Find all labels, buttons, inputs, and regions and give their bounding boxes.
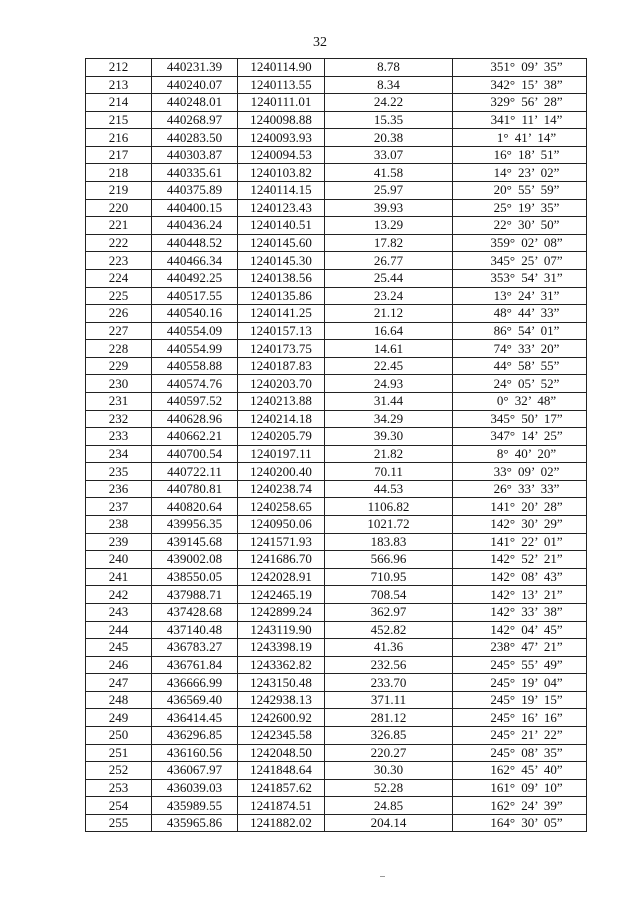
point-number-cell: 221 — [86, 217, 152, 235]
coordinates-table-body — [86, 59, 587, 832]
table-row — [86, 639, 587, 657]
y-coordinate-cell: 1242899.24 — [238, 603, 325, 621]
bearing-cell: 13° 24’ 31” — [453, 287, 587, 305]
x-coordinate-cell: 436296.85 — [152, 726, 238, 744]
point-number-cell: 243 — [86, 603, 152, 621]
length-cell: 233.70 — [325, 674, 453, 692]
length-cell: 8.78 — [325, 59, 453, 77]
y-coordinate-cell: 1240205.79 — [238, 428, 325, 446]
y-coordinate-cell: 1240187.83 — [238, 357, 325, 375]
point-number-cell: 222 — [86, 234, 152, 252]
y-coordinate-cell: 1240113.55 — [238, 76, 325, 94]
bearing-cell: 245° 08’ 35” — [453, 744, 587, 762]
y-coordinate-cell: 1241686.70 — [238, 551, 325, 569]
y-coordinate-cell: 1242028.91 — [238, 568, 325, 586]
table-row — [86, 656, 587, 674]
length-cell: 204.14 — [325, 814, 453, 832]
point-number-cell: 238 — [86, 516, 152, 534]
table-row — [86, 76, 587, 94]
point-number-cell: 248 — [86, 691, 152, 709]
x-coordinate-cell: 440662.21 — [152, 428, 238, 446]
y-coordinate-cell: 1241857.62 — [238, 779, 325, 797]
point-number-cell: 251 — [86, 744, 152, 762]
y-coordinate-cell: 1240214.18 — [238, 410, 325, 428]
y-coordinate-cell: 1242938.13 — [238, 691, 325, 709]
y-coordinate-cell: 1240145.60 — [238, 234, 325, 252]
bearing-cell: 329° 56’ 28” — [453, 94, 587, 112]
y-coordinate-cell: 1242345.58 — [238, 726, 325, 744]
point-number-cell: 228 — [86, 340, 152, 358]
y-coordinate-cell: 1240094.53 — [238, 146, 325, 164]
bearing-cell: 142° 04’ 45” — [453, 621, 587, 639]
bearing-cell: 142° 08’ 43” — [453, 568, 587, 586]
table-row — [86, 392, 587, 410]
point-number-cell: 241 — [86, 568, 152, 586]
bearing-cell: 8° 40’ 20” — [453, 445, 587, 463]
x-coordinate-cell: 436783.27 — [152, 639, 238, 657]
page-number: 32 — [313, 35, 327, 50]
bearing-cell: 33° 09’ 02” — [453, 463, 587, 481]
length-cell: 52.28 — [325, 779, 453, 797]
point-number-cell: 216 — [86, 129, 152, 147]
table-row — [86, 691, 587, 709]
length-cell: 30.30 — [325, 762, 453, 780]
x-coordinate-cell: 435965.86 — [152, 814, 238, 832]
y-coordinate-cell: 1240138.56 — [238, 269, 325, 287]
point-number-cell: 247 — [86, 674, 152, 692]
y-coordinate-cell: 1240093.93 — [238, 129, 325, 147]
length-cell: 281.12 — [325, 709, 453, 727]
table-row — [86, 375, 587, 393]
table-row — [86, 498, 587, 516]
x-coordinate-cell: 440597.52 — [152, 392, 238, 410]
y-coordinate-cell: 1240258.65 — [238, 498, 325, 516]
point-number-cell: 229 — [86, 357, 152, 375]
point-number-cell: 239 — [86, 533, 152, 551]
bearing-cell: 347° 14’ 25” — [453, 428, 587, 446]
y-coordinate-cell: 1242600.92 — [238, 709, 325, 727]
length-cell: 21.12 — [325, 305, 453, 323]
x-coordinate-cell: 440722.11 — [152, 463, 238, 481]
table-row — [86, 111, 587, 129]
x-coordinate-cell: 440780.81 — [152, 480, 238, 498]
x-coordinate-cell: 440335.61 — [152, 164, 238, 182]
x-coordinate-cell: 440540.16 — [152, 305, 238, 323]
scan-mark — [380, 876, 385, 877]
table-row — [86, 779, 587, 797]
bearing-cell: 345° 25’ 07” — [453, 252, 587, 270]
length-cell: 710.95 — [325, 568, 453, 586]
x-coordinate-cell: 440436.24 — [152, 217, 238, 235]
table-row — [86, 94, 587, 112]
table-row — [86, 797, 587, 815]
table-row — [86, 410, 587, 428]
x-coordinate-cell: 437428.68 — [152, 603, 238, 621]
x-coordinate-cell: 440303.87 — [152, 146, 238, 164]
length-cell: 34.29 — [325, 410, 453, 428]
length-cell: 24.93 — [325, 375, 453, 393]
table-row — [86, 129, 587, 147]
table-row — [86, 322, 587, 340]
length-cell: 23.24 — [325, 287, 453, 305]
length-cell: 33.07 — [325, 146, 453, 164]
point-number-cell: 218 — [86, 164, 152, 182]
y-coordinate-cell: 1240157.13 — [238, 322, 325, 340]
table-row — [86, 164, 587, 182]
length-cell: 1106.82 — [325, 498, 453, 516]
y-coordinate-cell: 1240173.75 — [238, 340, 325, 358]
x-coordinate-cell: 440820.64 — [152, 498, 238, 516]
bearing-cell: 22° 30’ 50” — [453, 217, 587, 235]
x-coordinate-cell: 437988.71 — [152, 586, 238, 604]
point-number-cell: 225 — [86, 287, 152, 305]
point-number-cell: 215 — [86, 111, 152, 129]
bearing-cell: 24° 05’ 52” — [453, 375, 587, 393]
length-cell: 16.64 — [325, 322, 453, 340]
point-number-cell: 236 — [86, 480, 152, 498]
table-row — [86, 568, 587, 586]
bearing-cell: 353° 54’ 31” — [453, 269, 587, 287]
y-coordinate-cell: 1240238.74 — [238, 480, 325, 498]
bearing-cell: 162° 24’ 39” — [453, 797, 587, 815]
length-cell: 362.97 — [325, 603, 453, 621]
x-coordinate-cell: 436414.45 — [152, 709, 238, 727]
bearing-cell: 351° 09’ 35” — [453, 59, 587, 77]
bearing-cell: 26° 33’ 33” — [453, 480, 587, 498]
table-row — [86, 146, 587, 164]
point-number-cell: 219 — [86, 182, 152, 200]
table-row — [86, 709, 587, 727]
bearing-cell: 245° 16’ 16” — [453, 709, 587, 727]
length-cell: 41.36 — [325, 639, 453, 657]
x-coordinate-cell: 440517.55 — [152, 287, 238, 305]
table-row — [86, 269, 587, 287]
length-cell: 24.85 — [325, 797, 453, 815]
point-number-cell: 237 — [86, 498, 152, 516]
table-row — [86, 480, 587, 498]
x-coordinate-cell: 440448.52 — [152, 234, 238, 252]
bearing-cell: 141° 22’ 01” — [453, 533, 587, 551]
bearing-cell: 16° 18’ 51” — [453, 146, 587, 164]
y-coordinate-cell: 1240145.30 — [238, 252, 325, 270]
y-coordinate-cell: 1242465.19 — [238, 586, 325, 604]
y-coordinate-cell: 1243398.19 — [238, 639, 325, 657]
length-cell: 8.34 — [325, 76, 453, 94]
point-number-cell: 254 — [86, 797, 152, 815]
x-coordinate-cell: 436666.99 — [152, 674, 238, 692]
length-cell: 1021.72 — [325, 516, 453, 534]
x-coordinate-cell: 438550.05 — [152, 568, 238, 586]
point-number-cell: 214 — [86, 94, 152, 112]
point-number-cell: 245 — [86, 639, 152, 657]
length-cell: 452.82 — [325, 621, 453, 639]
point-number-cell: 232 — [86, 410, 152, 428]
length-cell: 13.29 — [325, 217, 453, 235]
length-cell: 566.96 — [325, 551, 453, 569]
length-cell: 326.85 — [325, 726, 453, 744]
bearing-cell: 164° 30’ 05” — [453, 814, 587, 832]
bearing-cell: 342° 15’ 38” — [453, 76, 587, 94]
length-cell: 41.58 — [325, 164, 453, 182]
y-coordinate-cell: 1241882.02 — [238, 814, 325, 832]
x-coordinate-cell: 440240.07 — [152, 76, 238, 94]
length-cell: 26.77 — [325, 252, 453, 270]
length-cell: 39.30 — [325, 428, 453, 446]
x-coordinate-cell: 436160.56 — [152, 744, 238, 762]
y-coordinate-cell: 1240114.15 — [238, 182, 325, 200]
y-coordinate-cell: 1240197.11 — [238, 445, 325, 463]
x-coordinate-cell: 440231.39 — [152, 59, 238, 77]
point-number-cell: 233 — [86, 428, 152, 446]
point-number-cell: 224 — [86, 269, 152, 287]
x-coordinate-cell: 440400.15 — [152, 199, 238, 217]
y-coordinate-cell: 1240140.51 — [238, 217, 325, 235]
length-cell: 220.27 — [325, 744, 453, 762]
point-number-cell: 235 — [86, 463, 152, 481]
bearing-cell: 20° 55’ 59” — [453, 182, 587, 200]
length-cell: 232.56 — [325, 656, 453, 674]
bearing-cell: 142° 13’ 21” — [453, 586, 587, 604]
length-cell: 31.44 — [325, 392, 453, 410]
table-row — [86, 621, 587, 639]
table-row — [86, 252, 587, 270]
point-number-cell: 255 — [86, 814, 152, 832]
x-coordinate-cell: 440248.01 — [152, 94, 238, 112]
point-number-cell: 213 — [86, 76, 152, 94]
bearing-cell: 238° 47’ 21” — [453, 639, 587, 657]
x-coordinate-cell: 440558.88 — [152, 357, 238, 375]
point-number-cell: 253 — [86, 779, 152, 797]
point-number-cell: 227 — [86, 322, 152, 340]
length-cell: 708.54 — [325, 586, 453, 604]
bearing-cell: 162° 45’ 40” — [453, 762, 587, 780]
bearing-cell: 341° 11’ 14” — [453, 111, 587, 129]
bearing-cell: 245° 55’ 49” — [453, 656, 587, 674]
bearing-cell: 245° 19’ 04” — [453, 674, 587, 692]
table-row — [86, 199, 587, 217]
x-coordinate-cell: 440283.50 — [152, 129, 238, 147]
bearing-cell: 345° 50’ 17” — [453, 410, 587, 428]
point-number-cell: 220 — [86, 199, 152, 217]
bearing-cell: 74° 33’ 20” — [453, 340, 587, 358]
length-cell: 15.35 — [325, 111, 453, 129]
x-coordinate-cell: 440492.25 — [152, 269, 238, 287]
x-coordinate-cell: 440375.89 — [152, 182, 238, 200]
table-row — [86, 357, 587, 375]
y-coordinate-cell: 1243362.82 — [238, 656, 325, 674]
table-row — [86, 305, 587, 323]
y-coordinate-cell: 1243150.48 — [238, 674, 325, 692]
bearing-cell: 48° 44’ 33” — [453, 305, 587, 323]
bearing-cell: 141° 20’ 28” — [453, 498, 587, 516]
table-row — [86, 182, 587, 200]
y-coordinate-cell: 1241848.64 — [238, 762, 325, 780]
table-row — [86, 234, 587, 252]
table-row — [86, 533, 587, 551]
length-cell: 14.61 — [325, 340, 453, 358]
bearing-cell: 25° 19’ 35” — [453, 199, 587, 217]
x-coordinate-cell: 440700.54 — [152, 445, 238, 463]
x-coordinate-cell: 439956.35 — [152, 516, 238, 534]
point-number-cell: 240 — [86, 551, 152, 569]
length-cell: 183.83 — [325, 533, 453, 551]
point-number-cell: 250 — [86, 726, 152, 744]
y-coordinate-cell: 1243119.90 — [238, 621, 325, 639]
x-coordinate-cell: 436039.03 — [152, 779, 238, 797]
table-row — [86, 445, 587, 463]
x-coordinate-cell: 440554.99 — [152, 340, 238, 358]
bearing-cell: 14° 23’ 02” — [453, 164, 587, 182]
table-row — [86, 516, 587, 534]
y-coordinate-cell: 1241874.51 — [238, 797, 325, 815]
point-number-cell: 252 — [86, 762, 152, 780]
bearing-cell: 245° 21’ 22” — [453, 726, 587, 744]
bearing-cell: 142° 33’ 38” — [453, 603, 587, 621]
bearing-cell: 142° 30’ 29” — [453, 516, 587, 534]
point-number-cell: 230 — [86, 375, 152, 393]
y-coordinate-cell: 1240135.86 — [238, 287, 325, 305]
length-cell: 17.82 — [325, 234, 453, 252]
y-coordinate-cell: 1240114.90 — [238, 59, 325, 77]
y-coordinate-cell: 1240111.01 — [238, 94, 325, 112]
x-coordinate-cell: 440268.97 — [152, 111, 238, 129]
length-cell: 21.82 — [325, 445, 453, 463]
point-number-cell: 249 — [86, 709, 152, 727]
bearing-cell: 1° 41’ 14” — [453, 129, 587, 147]
y-coordinate-cell: 1240103.82 — [238, 164, 325, 182]
point-number-cell: 244 — [86, 621, 152, 639]
length-cell: 70.11 — [325, 463, 453, 481]
x-coordinate-cell: 435989.55 — [152, 797, 238, 815]
table-row — [86, 674, 587, 692]
length-cell: 44.53 — [325, 480, 453, 498]
y-coordinate-cell: 1240203.70 — [238, 375, 325, 393]
point-number-cell: 226 — [86, 305, 152, 323]
x-coordinate-cell: 440466.34 — [152, 252, 238, 270]
point-number-cell: 223 — [86, 252, 152, 270]
point-number-cell: 242 — [86, 586, 152, 604]
table-row — [86, 217, 587, 235]
y-coordinate-cell: 1240950.06 — [238, 516, 325, 534]
length-cell: 20.38 — [325, 129, 453, 147]
point-number-cell: 212 — [86, 59, 152, 77]
length-cell: 24.22 — [325, 94, 453, 112]
y-coordinate-cell: 1241571.93 — [238, 533, 325, 551]
y-coordinate-cell: 1242048.50 — [238, 744, 325, 762]
point-number-cell: 246 — [86, 656, 152, 674]
point-number-cell: 231 — [86, 392, 152, 410]
table-row — [86, 340, 587, 358]
x-coordinate-cell: 440628.96 — [152, 410, 238, 428]
x-coordinate-cell: 437140.48 — [152, 621, 238, 639]
x-coordinate-cell: 436761.84 — [152, 656, 238, 674]
table-row — [86, 762, 587, 780]
x-coordinate-cell: 440574.76 — [152, 375, 238, 393]
point-number-cell: 234 — [86, 445, 152, 463]
table-row — [86, 463, 587, 481]
length-cell: 371.11 — [325, 691, 453, 709]
x-coordinate-cell: 439002.08 — [152, 551, 238, 569]
x-coordinate-cell: 439145.68 — [152, 533, 238, 551]
length-cell: 25.44 — [325, 269, 453, 287]
x-coordinate-cell: 436067.97 — [152, 762, 238, 780]
table-row — [86, 814, 587, 832]
bearing-cell: 359° 02’ 08” — [453, 234, 587, 252]
bearing-cell: 142° 52’ 21” — [453, 551, 587, 569]
coordinates-table — [85, 58, 587, 832]
y-coordinate-cell: 1240123.43 — [238, 199, 325, 217]
x-coordinate-cell: 436569.40 — [152, 691, 238, 709]
y-coordinate-cell: 1240141.25 — [238, 305, 325, 323]
bearing-cell: 245° 19’ 15” — [453, 691, 587, 709]
table-row — [86, 551, 587, 569]
table-row — [86, 603, 587, 621]
bearing-cell: 86° 54’ 01” — [453, 322, 587, 340]
length-cell: 25.97 — [325, 182, 453, 200]
x-coordinate-cell: 440554.09 — [152, 322, 238, 340]
length-cell: 22.45 — [325, 357, 453, 375]
length-cell: 39.93 — [325, 199, 453, 217]
bearing-cell: 44° 58’ 55” — [453, 357, 587, 375]
y-coordinate-cell: 1240213.88 — [238, 392, 325, 410]
y-coordinate-cell: 1240098.88 — [238, 111, 325, 129]
y-coordinate-cell: 1240200.40 — [238, 463, 325, 481]
table-row — [86, 726, 587, 744]
point-number-cell: 217 — [86, 146, 152, 164]
table-row — [86, 287, 587, 305]
table-row — [86, 59, 587, 77]
table-row — [86, 586, 587, 604]
bearing-cell: 0° 32’ 48” — [453, 392, 587, 410]
bearing-cell: 161° 09’ 10” — [453, 779, 587, 797]
table-row — [86, 428, 587, 446]
table-row — [86, 744, 587, 762]
